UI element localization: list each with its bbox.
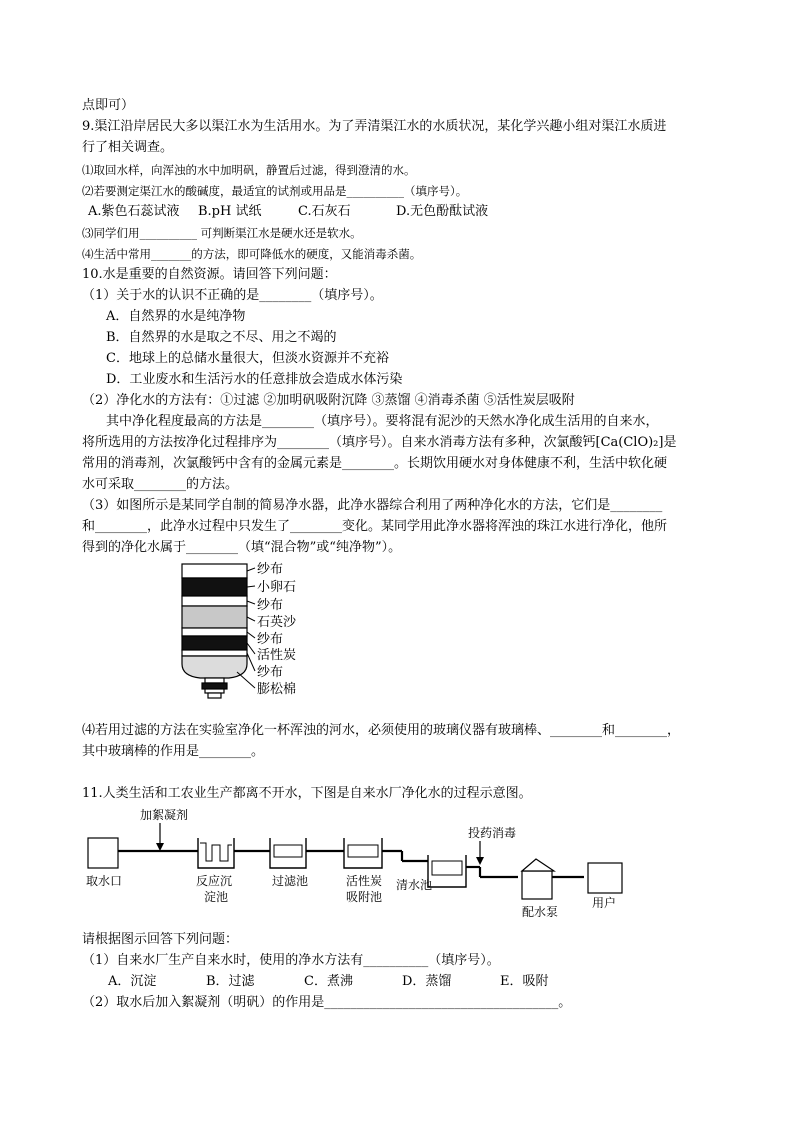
- layer-cotton: [182, 656, 247, 678]
- layer-gauze: [182, 628, 247, 636]
- label-add-disinfectant: 投药消毒: [468, 826, 517, 840]
- q10-part2: （2）净化水的方法有：①过滤 ②加明矾吸附沉降 ③蒸馏 ④消毒杀菌 ⑤活性炭层吸附: [82, 393, 575, 408]
- layer-label-gauze: 纱布: [257, 665, 284, 680]
- q9-option-d: D.无色酚酞试液: [396, 204, 489, 219]
- layer-label-pebbles: 小卵石: [257, 580, 297, 595]
- q11-option-e: E．吸附: [500, 974, 549, 989]
- pump-box: [522, 871, 552, 899]
- label-carbon-tank: 吸附池: [346, 890, 383, 904]
- q9-part3: ⑶同学们用__________ 可判断渠江水是硬水还是软水。: [82, 226, 362, 240]
- layer-activated-carbon: [182, 636, 247, 650]
- label-intake: 取水口: [86, 874, 123, 888]
- q10-part2-text: 水可采取________的方法。: [82, 477, 239, 492]
- q9-option-c: C.石灰石: [298, 204, 351, 219]
- q9-part4: ⑷生活中常用_______的方法，即可降低水的硬度，又能消毒杀菌。: [82, 247, 422, 261]
- label-reaction-tank: 反应沉: [196, 874, 233, 888]
- q9-part2: ⑵若要测定渠江水的酸碱度，最适宜的试剂或用品是__________（填序号）。: [82, 184, 468, 198]
- q10-part1: （1）关于水的认识不正确的是________（填序号）。: [82, 288, 383, 303]
- q11-stem: 11.人类生活和工农业生产都离不开水，下图是自来水厂净化水的过程示意图。: [82, 786, 532, 801]
- continuation-text: 点即可）: [82, 98, 135, 113]
- q11-option-b: B．过滤: [206, 974, 255, 989]
- q11-option-c: C．煮沸: [304, 974, 353, 989]
- label-clear-tank: 清水池: [396, 878, 433, 892]
- q11-options: [108, 972, 549, 992]
- q9-option-a: A.紫色石蕊试液: [88, 204, 180, 219]
- q11-prompt: 请根据图示回答下列问题：: [82, 932, 239, 947]
- layer-label-cotton: 膨松棉: [257, 682, 297, 697]
- q9-stem: 9.渠江沿岸居民大多以渠江水为生活用水。为了弄清渠江水的水质状况，某化学兴趣小组对渠江水质进: [82, 119, 667, 134]
- q10-part2-text: 将所选用的方法按净化过程排序为________（填序号）。自来水消毒方法有多种，次氯酸钙[Ca(ClO)₂]是: [82, 435, 677, 450]
- layer-label-gauze: 纱布: [257, 632, 284, 647]
- q10-part3-text: 得到的净化水属于________（填“混合物”或“纯净物”）。: [82, 540, 402, 555]
- q11-option-a: A．沉淀: [108, 974, 157, 989]
- intake-box: [88, 838, 118, 868]
- layer-quartz-sand: [182, 606, 247, 628]
- layer-gauze: [182, 564, 247, 578]
- q11-option-d: D．蒸馏: [402, 974, 452, 989]
- layer-label-gauze: 纱布: [257, 562, 284, 577]
- q10-part4-text: 其中玻璃棒的作用是________。: [82, 744, 265, 759]
- layer-label-quartz-sand: 石英沙: [257, 615, 297, 630]
- q11-part1: （1）自来水厂生产自来水时，使用的净水方法有__________（填序号）。: [82, 953, 500, 968]
- q10-part2-text: 其中净化程度最高的方法是________（填序号）。要将混有泥沙的天然水净化成生活用的自来水，: [106, 414, 659, 429]
- q9-option-b: B.pH 试纸: [198, 204, 262, 219]
- q9-stem-cont: 行了相关调查。: [82, 140, 174, 155]
- q10-part3: （3）如图所示是某同学自制的简易净水器，此净水器综合利用了两种净化水的方法，它们是________: [82, 498, 663, 513]
- q10-option-c: C．地球上的总储水量很大，但淡水资源并不充裕: [106, 351, 389, 366]
- layer-gauze: [182, 596, 247, 606]
- label-reaction-tank: 淀池: [204, 890, 229, 904]
- q9-part1: ⑴取回水样，向浑浊的水中加明矾，静置后过滤，得到澄清的水。: [82, 163, 416, 177]
- q10-option-b: B．自然界的水是取之不尽、用之不竭的: [106, 330, 337, 345]
- water-plant-process-diagram: [82, 805, 642, 920]
- q10-stem: 10.水是重要的自然资源。请回答下列问题：: [82, 267, 337, 282]
- layer-pebbles: [182, 578, 247, 596]
- q10-option-d: D．工业废水和生活污水的任意排放会造成水体污染: [106, 372, 403, 387]
- label-carbon-tank: 活性炭: [346, 874, 383, 888]
- label-user: 用户: [592, 896, 617, 910]
- layer-label-activated-carbon: 活性炭: [257, 648, 297, 663]
- q10-part2-text: 常用的消毒剂，次氯酸钙中含有的金属元素是________。长期饮用硬水对身体健康不利，生活中软化硬: [82, 456, 668, 471]
- q11-part2: （2）取水后加入絮凝剂（明矾）的作用是____________________________________。: [82, 995, 572, 1010]
- layer-label-gauze: 纱布: [257, 598, 284, 613]
- label-filter-tank: 过滤池: [272, 874, 309, 888]
- q10-option-a: A．自然界的水是纯净物: [106, 309, 246, 324]
- q10-part3-text: 和________，此净水过程中只发生了________变化。某同学用此净水器将浑浊的珠江水进行净化，他所: [82, 519, 668, 534]
- user-box: [588, 863, 622, 893]
- q9-options: [88, 202, 488, 222]
- q10-part4: ⑷若用过滤的方法在实验室净化一杯浑浊的河水，必须使用的玻璃仪器有玻璃棒、________和________，: [82, 723, 681, 738]
- label-add-flocculant: 加絮凝剂: [140, 808, 189, 822]
- label-pump: 配水泵: [522, 905, 559, 919]
- simple-water-filter-diagram: [175, 560, 365, 700]
- layer-gauze: [182, 650, 247, 656]
